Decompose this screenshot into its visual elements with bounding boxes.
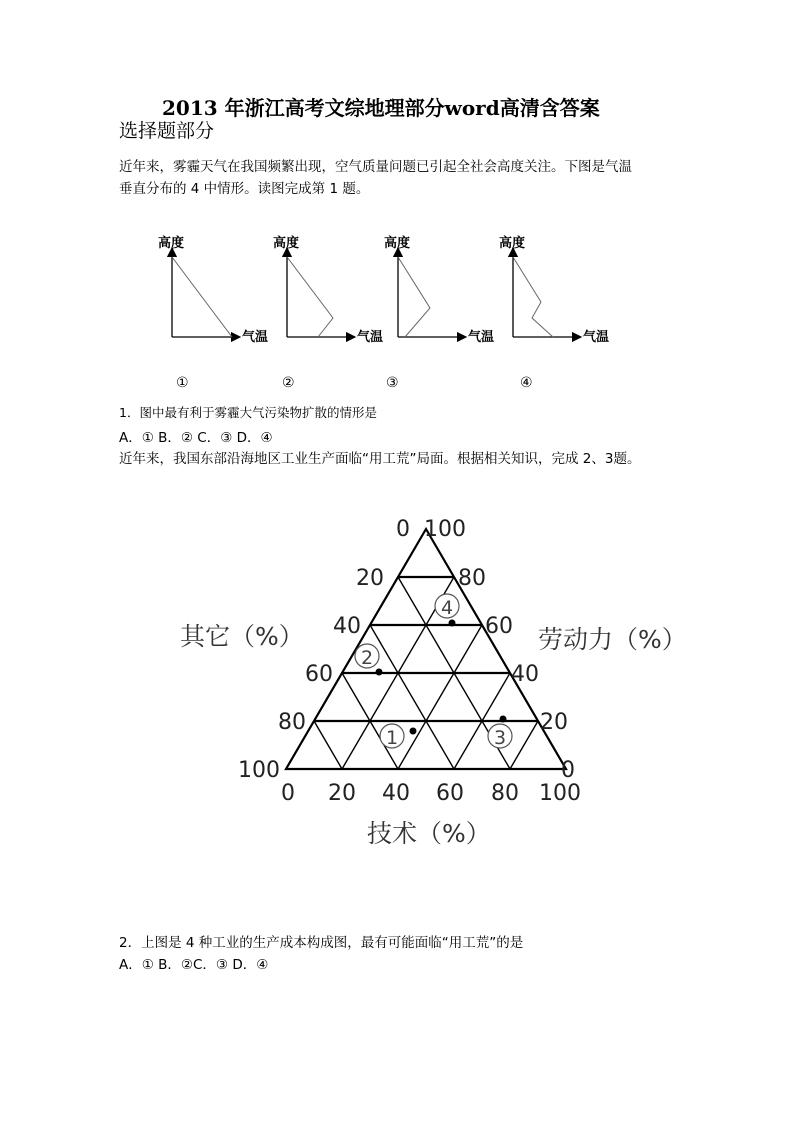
point-label: 1 [385, 727, 399, 749]
y-axis-label: 高度 [499, 236, 526, 251]
top-left-tick: 0 [396, 517, 410, 542]
question-1: 1．图中最有利于雾霾大气污染物扩散的情形是 [119, 405, 377, 420]
bottom-tick: 80 [491, 781, 519, 806]
data-point-2 [355, 644, 383, 676]
x-axis-label: 气温 [468, 330, 495, 345]
left-tick: 60 [305, 662, 333, 687]
horizontal-grid [314, 577, 538, 721]
triangle-outline [286, 529, 566, 769]
question-2-options: A．① B．②C．③ D．④ [119, 957, 269, 973]
point-label: 2 [360, 647, 374, 669]
left-axis-title: 其它（%） [180, 622, 304, 651]
figure-number: ④ [520, 375, 533, 391]
bottom-tick: 0 [281, 781, 295, 806]
bottom-tick: 60 [436, 781, 464, 806]
question-1-options: A．① B．② C．③ D．④ [119, 430, 273, 446]
right-tick: 0 [561, 758, 575, 783]
right-tick: 20 [540, 710, 568, 735]
figure-number: ③ [386, 375, 399, 391]
bottom-tick: 100 [539, 781, 581, 806]
left-tick: 20 [356, 566, 384, 591]
data-point-1 [380, 724, 417, 749]
intro-paragraph-line-2: 垂直分布的 4 中情形。读图完成第 1 题。 [119, 181, 370, 197]
document-title: 2013 年浙江高考文综地理部分word高清含答案 [162, 96, 600, 120]
point-label: 4 [440, 597, 454, 619]
intro-paragraph-line-1: 近年来，雾霾天气在我国频繁出现，空气质量问题已引起全社会高度关注。下图是气温 [119, 159, 632, 175]
bottom-axis-title: 技术（%） [367, 819, 491, 848]
point-label: 3 [493, 727, 507, 749]
question-2: 2．上图是 4 种工业的生产成本构成图，最有可能面临“用工荒”的是 [119, 935, 524, 951]
data-point-4 [435, 594, 459, 627]
left-tick: 80 [278, 710, 306, 735]
figure-number: ② [282, 375, 295, 391]
bottom-tick: 40 [382, 781, 410, 806]
left-tick: 40 [333, 614, 361, 639]
top-right-tick: 100 [424, 517, 466, 542]
right-axis-title: 劳动力（%） [538, 625, 687, 654]
section-heading: 选择题部分 [119, 120, 215, 142]
left-tick: 100 [238, 758, 280, 783]
x-axis-label: 气温 [357, 330, 384, 345]
right-tick: 40 [511, 662, 539, 687]
right-tick: 60 [485, 614, 513, 639]
bottom-tick: 20 [328, 781, 356, 806]
figure-number: ① [176, 375, 189, 391]
x-axis-label: 气温 [583, 330, 610, 345]
intro-paragraph-2: 近年来，我国东部沿海地区工业生产面临“用工荒”局面。根据相关知识，完成 2、3题。 [119, 451, 641, 467]
right-tick: 80 [458, 566, 486, 591]
x-axis-label: 气温 [242, 330, 269, 345]
y-axis-label: 高度 [384, 236, 411, 251]
y-axis-label: 高度 [273, 236, 300, 251]
y-axis-label: 高度 [158, 236, 185, 251]
